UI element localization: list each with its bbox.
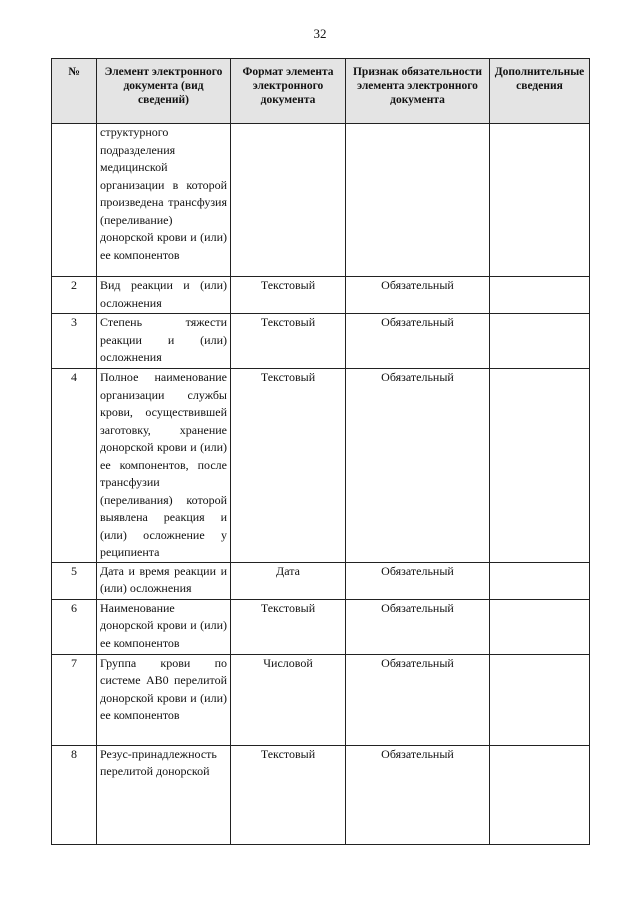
table-row	[52, 654, 590, 745]
header-element: Элемент электронного документа (вид сведений)	[97, 59, 231, 124]
table-row	[52, 745, 590, 844]
cell-element: структурного подразделения медицинской организации в которой произведена трансфузия (переливание) донорской крови и (или) ее компонентов	[97, 124, 231, 277]
cell-num: 3	[52, 314, 97, 369]
header-required: Признак обязательности элемента электронного документа	[346, 59, 490, 124]
cell-format: Текстовый	[231, 745, 346, 844]
table-header-row	[52, 59, 590, 124]
cell-format: Числовой	[231, 654, 346, 745]
page-number: 32	[313, 26, 327, 41]
cell-format: Текстовый	[231, 277, 346, 314]
cell-extra	[490, 599, 590, 654]
table-row	[52, 369, 590, 563]
cell-num: 5	[52, 562, 97, 599]
cell-required: Обязательный	[346, 599, 490, 654]
cell-required: Обязательный	[346, 654, 490, 745]
cell-extra	[490, 562, 590, 599]
cell-required: Обязательный	[346, 314, 490, 369]
cell-extra	[490, 654, 590, 745]
cell-extra	[490, 277, 590, 314]
cell-element: Группа крови по системе АВ0 перелитой донорской крови и (или) ее компонентов	[97, 654, 231, 745]
cell-num: 6	[52, 599, 97, 654]
cell-extra	[490, 745, 590, 844]
header-num: №	[52, 59, 97, 124]
table-row	[52, 314, 590, 369]
cell-required: Обязательный	[346, 277, 490, 314]
document-table	[51, 58, 590, 845]
cell-element: Наименование донорской крови и (или) ее компонентов	[97, 599, 231, 654]
cell-extra	[490, 124, 590, 277]
table-row	[52, 277, 590, 314]
cell-extra	[490, 369, 590, 563]
cell-element: Степень тяжести реакции и (или) осложнения	[97, 314, 231, 369]
header-format: Формат элемента электронного документа	[231, 59, 346, 124]
cell-num: 2	[52, 277, 97, 314]
cell-format: Текстовый	[231, 369, 346, 563]
cell-format	[231, 124, 346, 277]
cell-element: Резус-принадлежность перелитой донорской	[97, 745, 231, 844]
cell-element: Вид реакции и (или) осложнения	[97, 277, 231, 314]
cell-format: Текстовый	[231, 314, 346, 369]
cell-required: Обязательный	[346, 745, 490, 844]
cell-element: Дата и время реакции и (или) осложнения	[97, 562, 231, 599]
cell-num: 7	[52, 654, 97, 745]
cell-format: Текстовый	[231, 599, 346, 654]
cell-num	[52, 124, 97, 277]
header-extra: Дополнительные сведения	[490, 59, 590, 124]
cell-format: Дата	[231, 562, 346, 599]
cell-num: 4	[52, 369, 97, 563]
cell-required: Обязательный	[346, 369, 490, 563]
cell-required	[346, 124, 490, 277]
cell-extra	[490, 314, 590, 369]
table-row	[52, 562, 590, 599]
cell-num: 8	[52, 745, 97, 844]
cell-element: Полное наименование организации службы крови, осуществившей заготовку, хранение донорской крови и (или) ее компонентов, после трансфузии (переливания) которой выявлена реакция и (или) осложнение у реципиента	[97, 369, 231, 563]
table-row	[52, 124, 590, 277]
table-row	[52, 599, 590, 654]
cell-required: Обязательный	[346, 562, 490, 599]
